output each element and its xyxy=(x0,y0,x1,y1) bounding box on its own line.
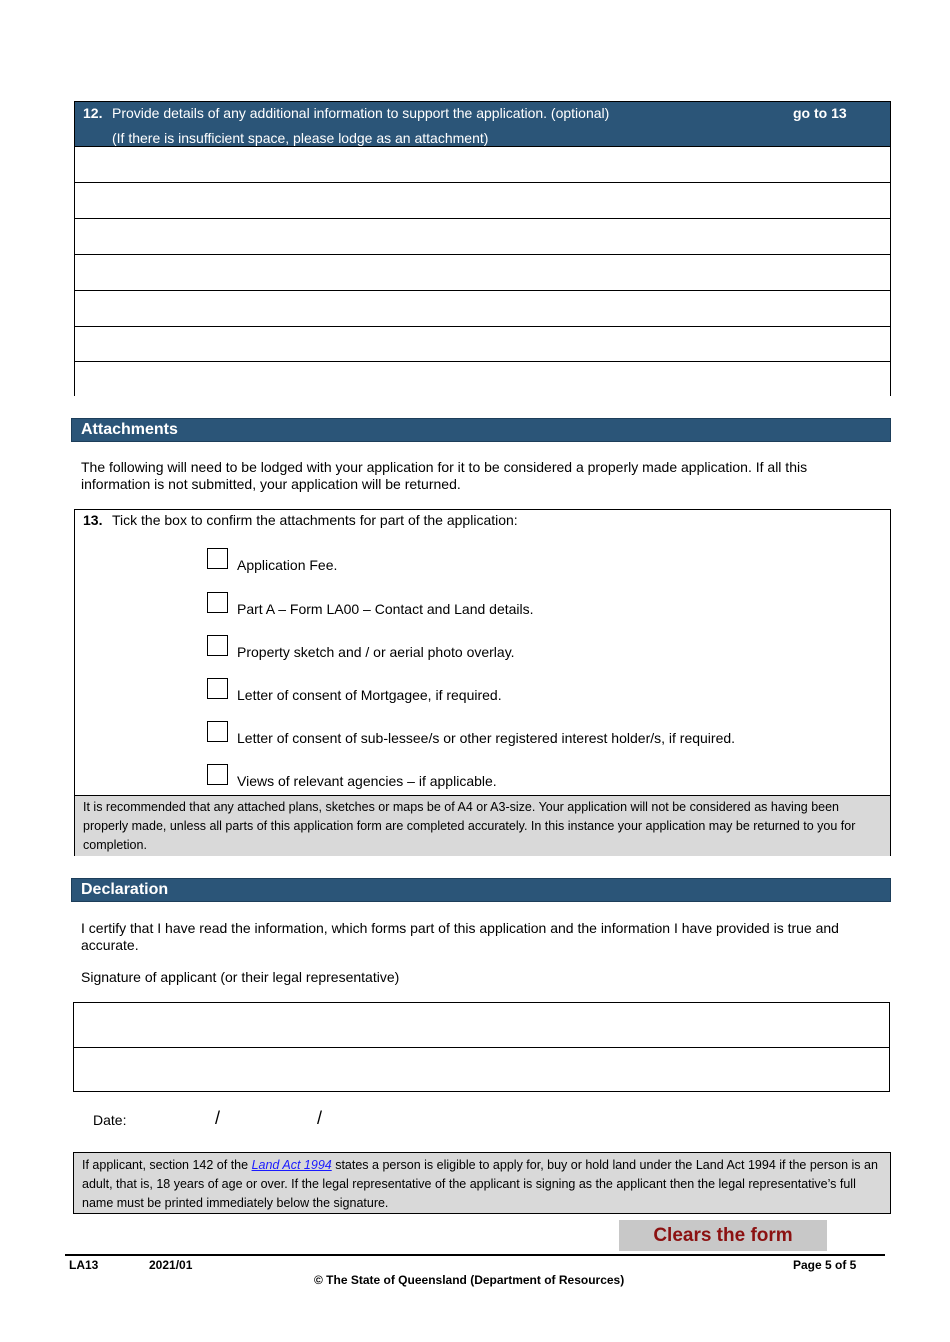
declaration-heading: Declaration xyxy=(81,881,169,898)
signature-field[interactable] xyxy=(73,1002,890,1092)
checkbox-label: Part A – Form LA00 – Contact and Land details. xyxy=(237,601,534,617)
question-text: Provide details of any additional information to support the application. (optional) xyxy=(112,105,610,121)
form-version: 2021/01 xyxy=(149,1258,193,1272)
date-separator: / xyxy=(215,1108,221,1128)
go-to-label: go to 13 xyxy=(793,105,847,121)
property-sketch-checkbox[interactable] xyxy=(207,635,228,656)
additional-info-line-4[interactable] xyxy=(75,254,890,289)
form-code: LA13 xyxy=(69,1258,99,1272)
copyright: © The State of Queensland (Department of Resources) xyxy=(314,1273,625,1287)
checkbox-label: Letter of consent of Mortgagee, if required. xyxy=(237,687,502,703)
attachments-note: It is recommended that any attached plans, sketches or maps be of A4 or A3-size. Your application will not be considered as having been properly made, unless all parts of this application form are completed accurately. In this instance your application may be returned to you for completion. xyxy=(75,795,890,856)
additional-info-line-2[interactable] xyxy=(75,182,890,217)
question-number: 12. xyxy=(83,105,103,121)
section-12 xyxy=(74,101,891,396)
eligibility-note xyxy=(73,1152,891,1214)
declaration-heading-bar xyxy=(71,878,891,902)
date-year-field[interactable] xyxy=(332,1106,422,1128)
additional-info-line-6[interactable] xyxy=(75,326,890,361)
additional-info-line-7[interactable] xyxy=(75,361,890,396)
signature-divider xyxy=(74,1047,889,1048)
sub-lessee-consent-checkbox[interactable] xyxy=(207,721,228,742)
question-text: Tick the box to confirm the attachments for part of the application: xyxy=(112,512,518,528)
attachments-heading: Attachments xyxy=(81,421,178,438)
additional-info-line-3[interactable] xyxy=(75,218,890,253)
footer-rule xyxy=(65,1254,885,1256)
question-subtext: (If there is insufficient space, please lodge as an attachment) xyxy=(112,130,489,146)
agency-views-checkbox[interactable] xyxy=(207,764,228,785)
date-month-field[interactable] xyxy=(230,1106,315,1128)
application-fee-checkbox[interactable] xyxy=(207,548,228,569)
mortgagee-consent-checkbox[interactable] xyxy=(207,678,228,699)
checkbox-label: Letter of consent of sub-lessee/s or other registered interest holder/s, if required. xyxy=(237,730,736,746)
section-12-header xyxy=(75,102,890,146)
question-number: 13. xyxy=(83,512,103,528)
attachments-intro: The following will need to be lodged with your application for it to be considered a properly made application. If all this information is not submitted, your application will be returned. xyxy=(81,459,808,492)
checkbox-label: Application Fee. xyxy=(237,557,338,573)
date-separator: / xyxy=(317,1108,323,1128)
form-la00-checkbox[interactable] xyxy=(207,592,228,613)
date-label: Date: xyxy=(93,1112,127,1128)
clear-form-button[interactable]: Clears the form xyxy=(619,1220,827,1251)
additional-info-line-5[interactable] xyxy=(75,290,890,325)
land-act-link[interactable]: Land Act 1994 xyxy=(251,1158,332,1172)
attachments-heading-bar xyxy=(71,418,891,442)
date-day-field[interactable] xyxy=(160,1106,215,1128)
note-text: states a person is eligible to apply for, buy or hold land under the Land Act 1994 if the person is an adult, that is, 18 years of age or over. If the legal representative of the applicant is signing as the applicant then the legal representative’s full name must be printed immediately below the signature. xyxy=(82,1158,878,1210)
page-number: Page 5 of 5 xyxy=(793,1258,857,1272)
additional-info-line-1[interactable] xyxy=(75,146,890,181)
signature-label: Signature of applicant (or their legal representative) xyxy=(81,969,400,985)
note-text: If applicant, section 142 of the xyxy=(82,1158,252,1172)
checkbox-label: Views of relevant agencies – if applicable. xyxy=(237,773,497,789)
section-13 xyxy=(74,509,891,856)
checkbox-label: Property sketch and / or aerial photo overlay. xyxy=(237,644,515,660)
declaration-statement: I certify that I have read the information, which forms part of this application and the information I have provided is true and accurate. xyxy=(81,920,839,953)
